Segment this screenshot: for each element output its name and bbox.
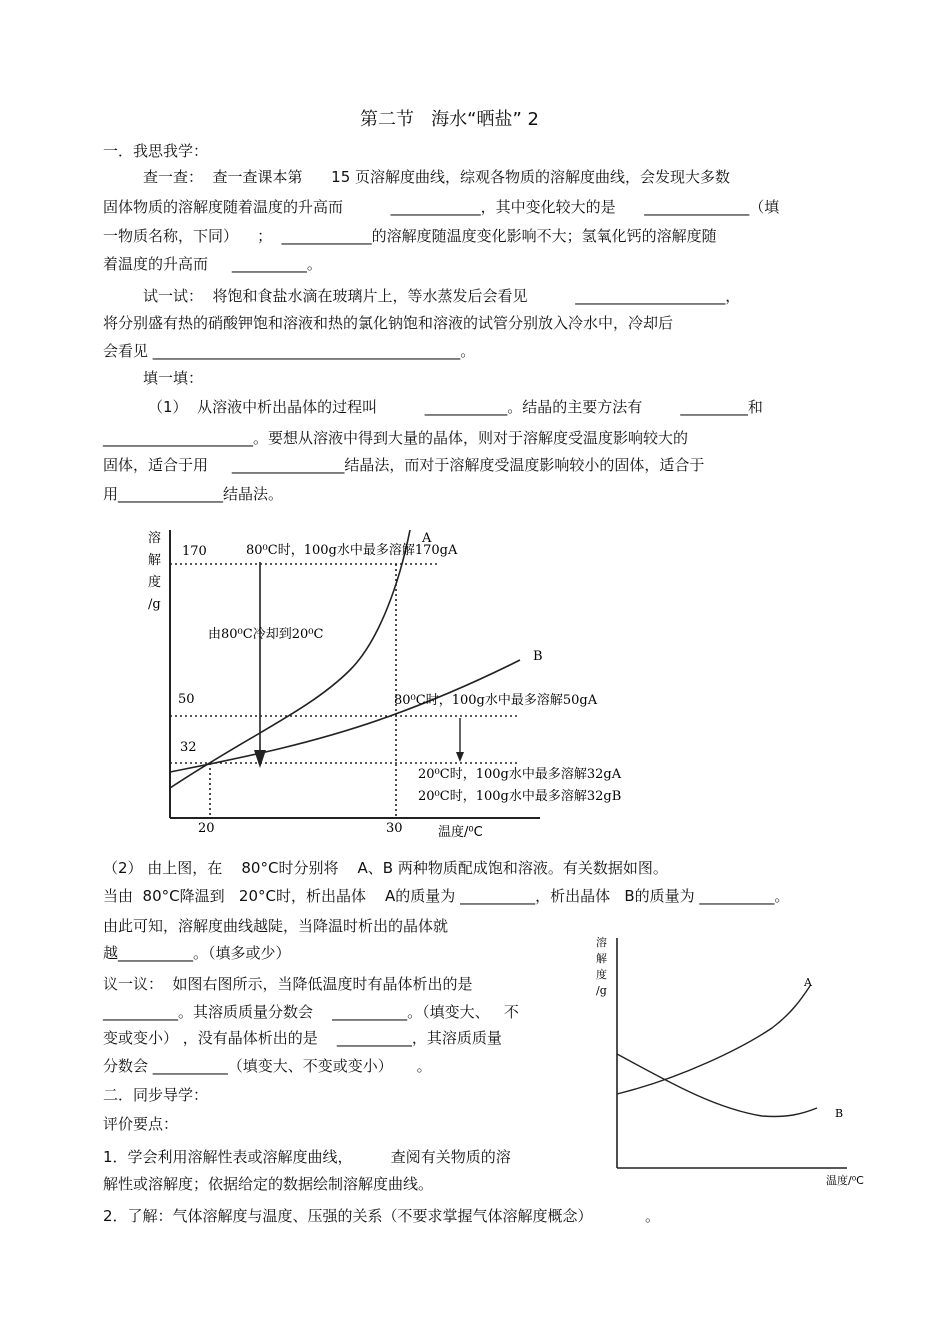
ytick-32: 32 (180, 740, 197, 755)
text-line: 越__________。（填多或少） (103, 944, 291, 962)
text-line: 用______________结晶法。 (103, 485, 284, 503)
text-line: 当由 80°C降温到 20°C时，析出晶体 A的质量为 __________，析出晶体 B的质量为 __________。 (103, 887, 790, 905)
cooling-arrowhead-b (456, 752, 464, 762)
ylabel-char-4: /g (148, 597, 161, 612)
annotation-1: 80⁰C时，100g水中最多溶解170gA (246, 543, 458, 558)
text-line: （1） 从溶液中析出晶体的过程叫 ___________。结晶的主要方法有 _________和 (148, 398, 763, 416)
xlabel-2: 温度/⁰C (826, 1174, 864, 1187)
series-a-label-2: A (804, 976, 812, 989)
text-line: 变或变小） ，没有晶体析出的是 __________，其溶质质量 (103, 1029, 502, 1047)
text-line: （2） 由上图，在 80°C时分别将 A、B 两种物质配成饱和溶液。有关数据如图。 (103, 859, 668, 877)
text-line: 评价要点： (103, 1115, 179, 1133)
annotation-3: 80⁰C时，100g水中最多溶解50gA (394, 693, 598, 708)
page-title: 第二节 海水“晒盐” 2 (360, 109, 539, 130)
ylabel-char-2: 解 (148, 553, 162, 568)
solubility-chart-1 (140, 520, 700, 840)
text-line: 着温度的升高而 __________。 (103, 255, 322, 273)
annotation-4: 20⁰C时，100g水中最多溶解32gA (418, 767, 622, 782)
text-line: 一物质名称，下同） ； ____________的溶解度随温度变化影响不大；氢氧化钙的溶解度随 (103, 227, 717, 245)
annotation-2: 由80⁰C冷却到20⁰C (208, 627, 324, 642)
cooling-arrowhead-a (254, 750, 266, 768)
text-line: 会看见 _________________________________________。 (103, 342, 476, 360)
ytick-170: 170 (182, 544, 207, 559)
series-a-curve-2 (617, 986, 810, 1094)
text-line: 1．学会利用溶解性表或溶解度曲线， 查阅有关物质的溶 (103, 1148, 511, 1166)
text-line: ____________________。要想从溶液中得到大量的晶体，则对于溶解度受温度影响较大的 (103, 429, 689, 447)
ylabel2-char-3: 度 (596, 968, 607, 981)
xlabel: 温度/⁰C (438, 825, 483, 840)
text-line: 解性或溶解度；依据给定的数据绘制溶解度曲线。 (103, 1175, 434, 1193)
ytick-50: 50 (178, 692, 195, 707)
text-line: 一．我思我学： (103, 142, 209, 160)
annotation-5: 20⁰C时，100g水中最多溶解32gB (418, 789, 622, 804)
series-b-label: B (533, 649, 543, 664)
ylabel-char-1: 溶 (148, 531, 162, 546)
text-line: 由此可知，溶解度曲线越陡，当降温时析出的晶体就 (103, 917, 449, 935)
ylabel2-char-2: 解 (596, 952, 607, 965)
text-line: 2．了解：气体溶解度与温度、压强的关系（不要求掌握气体溶解度概念） 。 (103, 1207, 660, 1225)
ylabel-char-3: 度 (148, 575, 162, 590)
text-line: 试一试： 将饱和食盐水滴在玻璃片上，等水蒸发后会看见 ____________________， (143, 287, 741, 305)
ylabel2-char-4: /g (596, 984, 607, 997)
ylabel2-char-1: 溶 (596, 936, 607, 949)
text-line: 固体物质的溶解度随着温度的升高而 ____________，其中变化较大的是 ______________（填 (103, 198, 780, 216)
text-line: 查一查： 查一查课本第 15 页溶解度曲线，综观各物质的溶解度曲线，会发现大多数 (143, 168, 731, 186)
series-b-label-2: B (835, 1107, 844, 1120)
text-line: __________。其溶质质量分数会 __________。（填变大、 不 (103, 1003, 519, 1021)
text-line: 分数会 __________（填变大、不变或变小） 。 (103, 1057, 432, 1075)
solubility-chart-2 (592, 928, 882, 1193)
text-line: 二．同步导学： (103, 1086, 209, 1104)
series-a-curve (170, 530, 410, 788)
series-a-label: A (422, 531, 432, 546)
xtick-30: 30 (386, 821, 403, 836)
xtick-20: 20 (198, 821, 215, 836)
text-line: 将分别盛有热的硝酸钾饱和溶液和热的氯化钠饱和溶液的试管分别放入冷水中，冷却后 (103, 314, 674, 332)
text-line: 议一议： 如图右图所示，当降低温度时有晶体析出的是 (103, 975, 473, 993)
text-line: 固体，适合于用 _______________结晶法，而对于溶解度受温度影响较小的固体，适合于 (103, 456, 705, 474)
text-line: 填一填： (143, 369, 204, 387)
